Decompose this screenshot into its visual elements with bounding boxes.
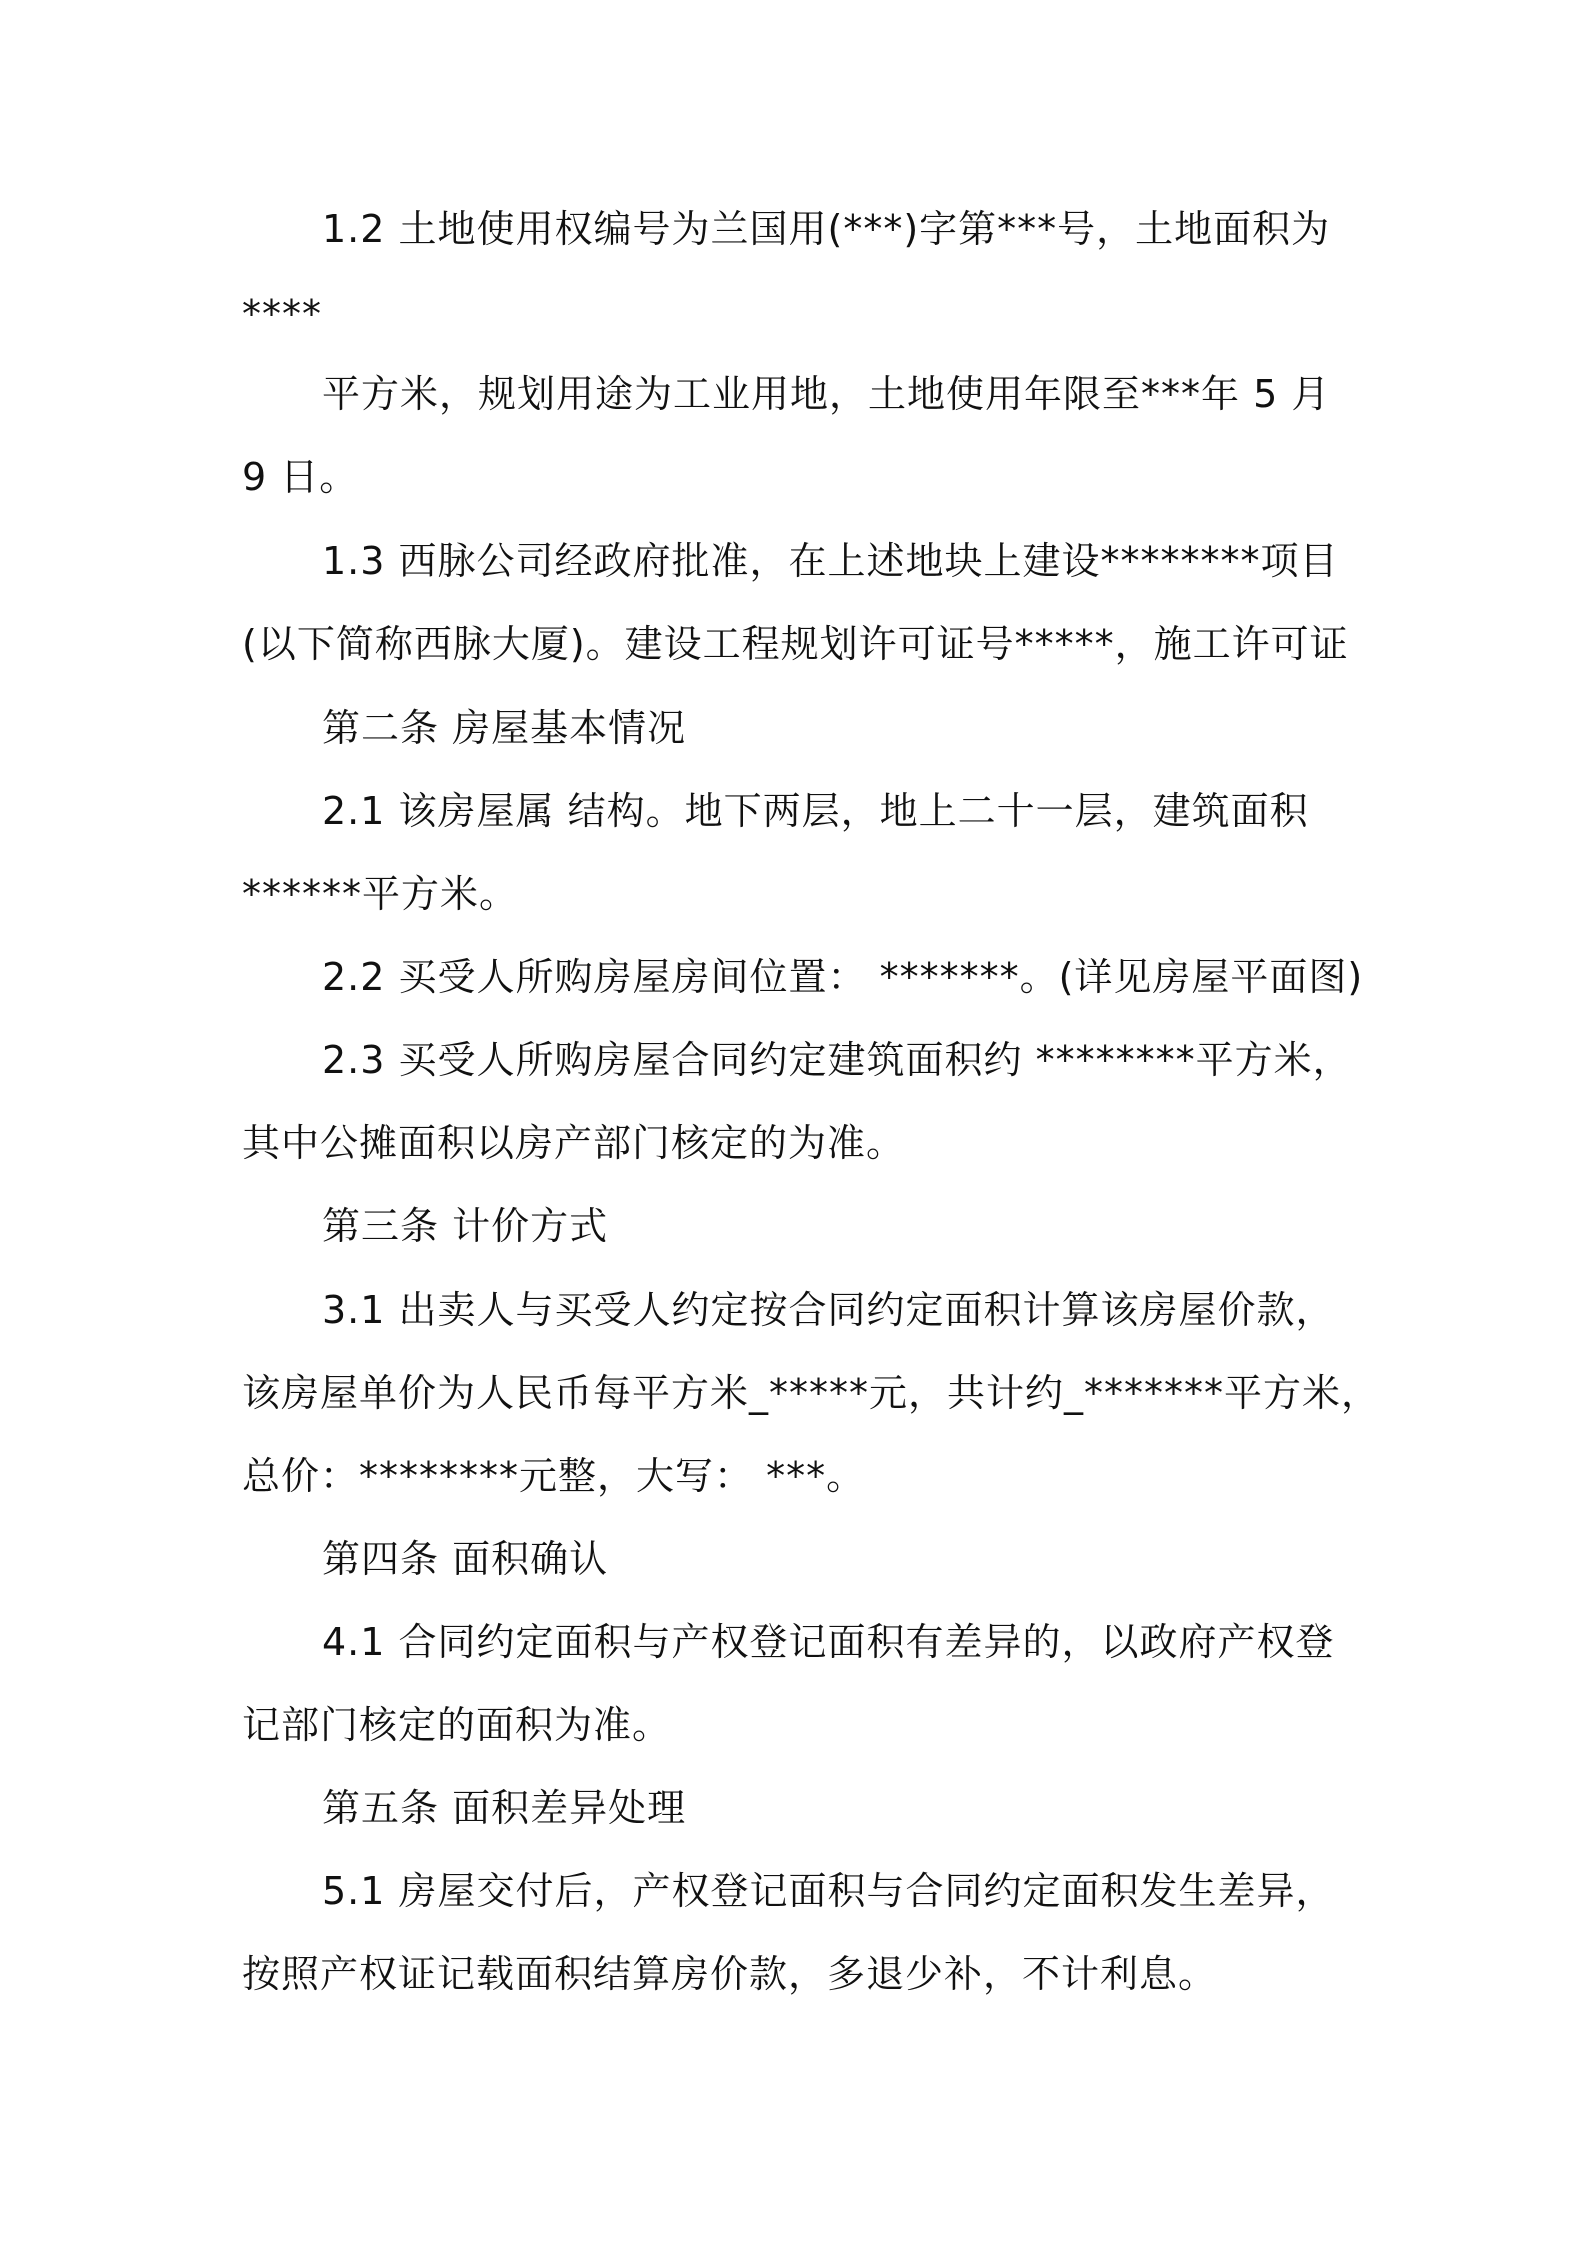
clause-2-2: 2.2 买受人所购房屋房间位置： *******。(详见房屋平面图) <box>322 955 1364 999</box>
clause-1-2-line-4: 9 日。 <box>242 455 359 499</box>
clause-4-1-line-2: 记部门核定的面积为准。 <box>242 1703 672 1747</box>
clause-2-1-line-1: 2.1 该房屋属 结构。地下两层，地上二十一层，建筑面积 <box>322 789 1309 833</box>
clause-1-2-line-2: **** <box>242 292 322 336</box>
clause-2-1-line-2: ******平方米。 <box>242 872 519 916</box>
article-4-heading: 第四条 面积确认 <box>322 1537 609 1581</box>
clause-2-3-line-1: 2.3 买受人所购房屋合同约定建筑面积约 ********平方米， <box>322 1038 1352 1082</box>
clause-3-1-line-3: 总价：********元整，大写： ***。 <box>242 1454 866 1498</box>
clause-3-1-line-1: 3.1 出卖人与买受人约定按合同约定面积计算该房屋价款， <box>322 1288 1335 1332</box>
clause-4-1-line-1: 4.1 合同约定面积与产权登记面积有差异的，以政府产权登 <box>322 1620 1335 1664</box>
clause-1-3-line-1: 1.3 西脉公司经政府批准，在上述地块上建设********项目 <box>322 539 1339 583</box>
clause-2-3-line-2: 其中公摊面积以房产部门核定的为准。 <box>242 1121 906 1165</box>
clause-3-1-line-2: 该房屋单价为人民币每平方米_*****元，共计约_*******平方米， <box>242 1371 1381 1415</box>
clause-5-1-line-1: 5.1 房屋交付后，产权登记面积与合同约定面积发生差异， <box>322 1869 1335 1913</box>
article-2-heading: 第二条 房屋基本情况 <box>322 706 687 750</box>
article-5-heading: 第五条 面积差异处理 <box>322 1786 687 1830</box>
clause-1-2-line-1: 1.2 土地使用权编号为兰国用(***)字第***号，土地面积为 <box>322 207 1331 251</box>
clause-5-1-line-2: 按照产权证记载面积结算房价款，多退少补，不计利息。 <box>242 1952 1218 1996</box>
clause-1-2-line-3: 平方米，规划用途为工业用地，土地使用年限至***年 5 月 <box>322 372 1331 416</box>
clause-1-3-line-2: (以下简称西脉大厦)。建设工程规划许可证号*****，施工许可证 <box>242 622 1349 666</box>
article-3-heading: 第三条 计价方式 <box>322 1204 609 1248</box>
